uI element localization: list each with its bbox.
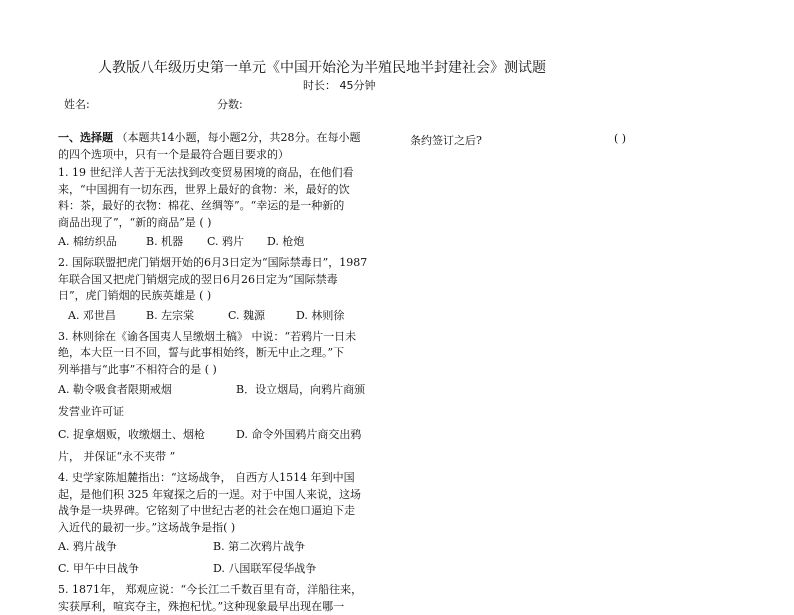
q4-options-ab [58, 536, 382, 558]
q5-line: 实获厚利，喧宾夺主，殊抱杞忧。”这种现象最早出现在哪一 [58, 599, 382, 615]
q3-option-d-cont-row [58, 446, 382, 468]
q1-line: 商品出现了”，“新的商品”是 ( ) [58, 215, 382, 232]
q4-line: 入近代的最初一步。”这场战争是指( ) [58, 520, 382, 537]
q3-option-c: C. 捉拿烟贩，收缴烟土、烟枪 [58, 423, 205, 446]
q5-line: 5. 1871年， 郑观应说：“今长江二千数百里有奇，洋船往来， [58, 582, 382, 599]
q1-option-d: D. 枪炮 [267, 231, 304, 253]
q3-option-d: D. 命令外国鸦片商交出鸦 [236, 423, 361, 446]
q1-line: 1. 19 世纪洋人苦于无法找到改变贸易困境的商品，在他们看 [58, 165, 382, 182]
q2-options [58, 305, 382, 327]
q2-line: 年联合国又把虎门销烟完成的翌日6月26日定为“国际禁毒 [58, 272, 382, 289]
q2-option-d: D. 林则徐 [296, 305, 344, 327]
q1-line: 料：茶，最好的衣物：棉花、丝绸等”。“幸运的是一种新的 [58, 198, 382, 215]
q4-line: 战争是一块界碑。它铭刻了中世纪古老的社会在炮口逼迫下走 [58, 503, 382, 520]
q4-option-c: C. 甲午中日战争 [58, 558, 139, 580]
left-column [58, 130, 382, 615]
q1-option-a: A. 棉纺织品 [58, 231, 117, 253]
q1-options [58, 231, 382, 253]
q2-option-a: A. 邓世昌 [68, 305, 116, 327]
score-label: 分数: [217, 96, 243, 112]
q3-option-d-cont: 片， 并保证“永不夹带 ” [58, 446, 175, 468]
right-continuation: 条约签订之后? [410, 132, 482, 148]
right-answer-paren: ( ) [614, 132, 626, 145]
q3-line: 列举措与“此事”不相符合的是 ( ) [58, 362, 382, 379]
section-heading: 一、选择题 [58, 131, 113, 144]
q2-line: 日”，虎门销烟的民族英雄是 ( ) [58, 288, 382, 305]
time-limit: 时长： 45分钟 [303, 77, 376, 93]
q1-line: 来，“中国拥有一切东西，世界上最好的食物：米，最好的饮 [58, 182, 382, 199]
q1-option-c: C. 鸦片 [207, 231, 244, 253]
q4-options-cd [58, 558, 382, 580]
section-heading-line [58, 130, 382, 147]
page-title: 人教版八年级历史第一单元《中国开始沦为半殖民地半封建社会》测试题 [98, 57, 546, 77]
q3-options-ab [58, 378, 382, 401]
q4-line: 起，是他们积 325 年窥探之后的一逞。对于中国人来说，这场 [58, 487, 382, 504]
q2-line: 2. 国际联盟把虎门销烟开始的6月3日定为“国际禁毒日”，1987 [58, 255, 382, 272]
name-label: 姓名: [64, 96, 90, 112]
section-intro-2: 的四个选项中，只有一个是最符合题目要求的） [58, 147, 382, 164]
q3-options-cd [58, 423, 382, 446]
q2-option-b: B. 左宗棠 [146, 305, 194, 327]
q3-option-b-cont-row [58, 401, 382, 423]
section-intro-1: （本题共14小题，每小题2分，共28分。在每小题 [117, 131, 361, 144]
q1-option-b: B. 机器 [146, 231, 183, 253]
q3-line: 绝，本大臣一日不回，誓与此事相始终，断无中止之理。”下 [58, 345, 382, 362]
q2-option-c: C. 魏源 [228, 305, 265, 327]
q3-option-b: B．设立烟局，向鸦片商颁 [236, 378, 365, 401]
q4-option-b: B. 第二次鸦片战争 [213, 536, 305, 558]
q3-option-b-cont: 发营业许可证 [58, 401, 124, 423]
q4-line: 4. 史学家陈旭麓指出：“这场战争， 自西方人1514 年到中国 [58, 470, 382, 487]
q3-option-a: A. 勒令吸食者限期戒烟 [58, 378, 172, 401]
q4-option-a: A. 鸦片战争 [58, 536, 117, 558]
q4-option-d: D. 八国联军侵华战争 [213, 558, 316, 580]
q3-line: 3. 林则徐在《谕各国夷人呈缴烟土稿》 中说：“若鸦片一日未 [58, 329, 382, 346]
